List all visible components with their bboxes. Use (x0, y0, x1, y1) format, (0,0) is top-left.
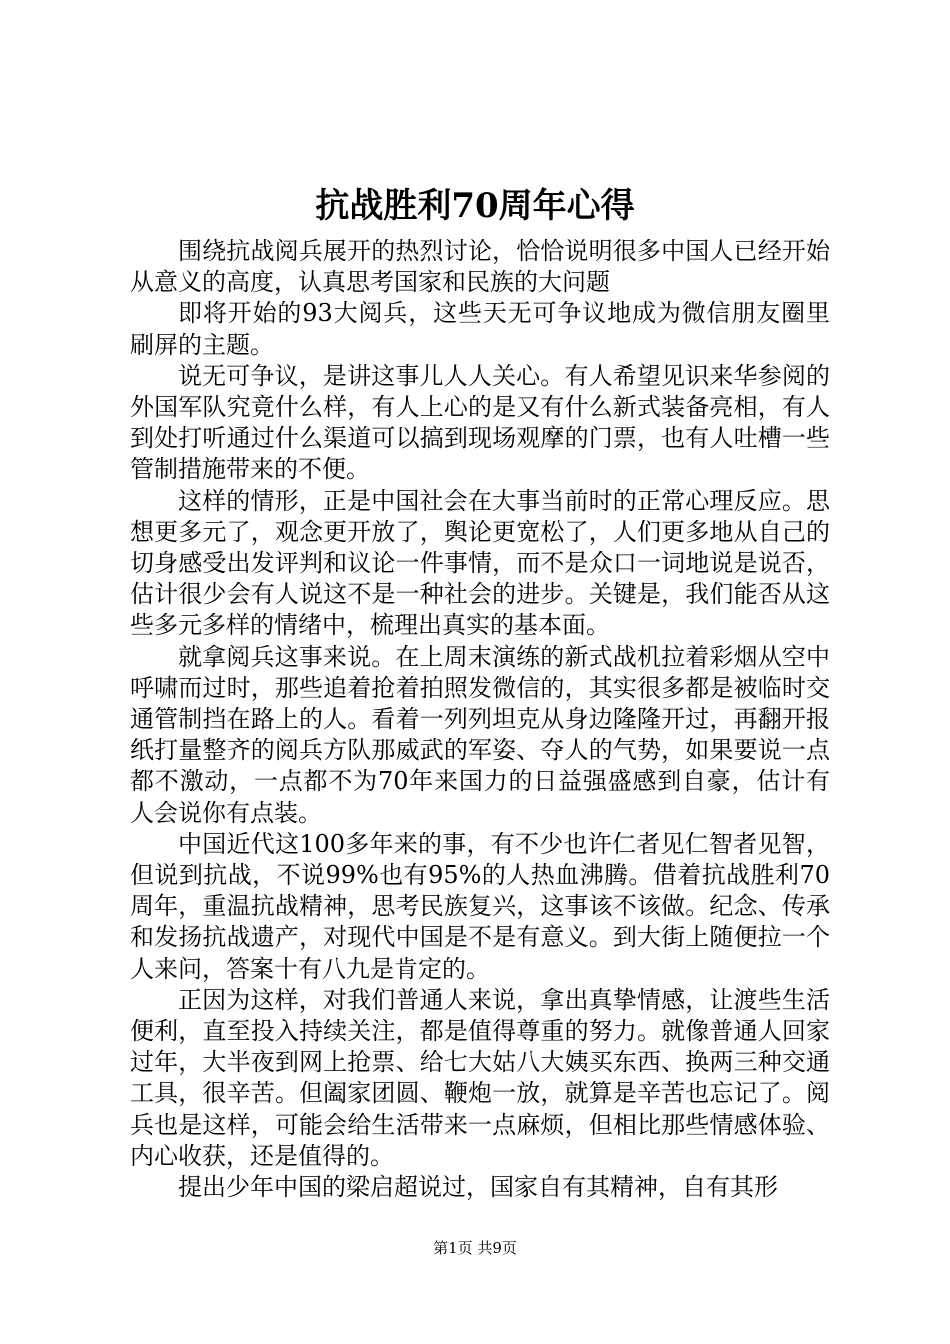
document-title: 抗战胜利70周年心得 (315, 186, 635, 226)
page-number-footer: 第1页 共9页 (433, 1239, 517, 1257)
paragraph: 就拿阅兵这事来说。在上周末演练的新式战机拉着彩烟从空中呼啸而过时，那些追着抢着拍照发微信的，其实很多都是被临时交通管制挡在路上的人。看着一列列坦克从身边隆隆开过，再翻开报纸打量整齐的阅兵方队那威武的军姿、夺人的气势，如果要说一点都不激动，一点都不为70年来国力的日益强盛感到自豪，估计有人会说你有点装。 (130, 642, 830, 827)
paragraph: 这样的情形，正是中国社会在大事当前时的正常心理反应。思想更多元了，观念更开放了，舆论更宽松了，人们更多地从自己的切身感受出发评判和议论一件事情，而不是众口一词地说是说否，估计很少会有人说这不是一种社会的进步。关键是，我们能否从这些多元多样的情绪中，梳理出真实的基本面。 (130, 486, 830, 640)
paragraph: 即将开始的93大阅兵，这些天无可争议地成为微信朋友圈里刷屏的主题。 (130, 299, 830, 359)
paragraph: 围绕抗战阅兵展开的热烈讨论，恰恰说明很多中国人已经开始从意义的高度，认真思考国家和民族的大问题 (130, 237, 830, 297)
paragraph: 中国近代这100多年来的事，有不少也许仁者见仁智者见智，但说到抗战，不说99%也有95%的人热血沸腾。借着抗战胜利70周年，重温抗战精神，思考民族复兴，这事该不该做。纪念、传承和发扬抗战遗产，对现代中国是不是有意义。到大街上随便拉一个人来问，答案十有八九是肯定的。 (130, 829, 830, 983)
paragraph: 提出少年中国的梁启超说过，国家自有其精神，自有其形 (178, 1173, 778, 1202)
paragraph: 正因为这样，对我们普通人来说，拿出真挚情感，让渡些生活便利，直至投入持续关注，都是值得尊重的努力。就像普通人回家过年，大半夜到网上抢票、给七大姑八大姨买东西、换两三种交通工具，很辛苦。但阖家团圆、鞭炮一放，就算是辛苦也忘记了。阅兵也是这样，可能会给生活带来一点麻烦，但相比那些情感体验、内心收获，还是值得的。 (130, 985, 830, 1170)
paragraph: 说无可争议，是讲这事儿人人关心。有人希望见识来华参阅的外国军队究竟什么样，有人上心的是又有什么新式装备亮相，有人到处打听通过什么渠道可以搞到现场观摩的门票，也有人吐槽一些管制措施带来的不便。 (130, 361, 830, 484)
document-body (130, 236, 830, 1203)
